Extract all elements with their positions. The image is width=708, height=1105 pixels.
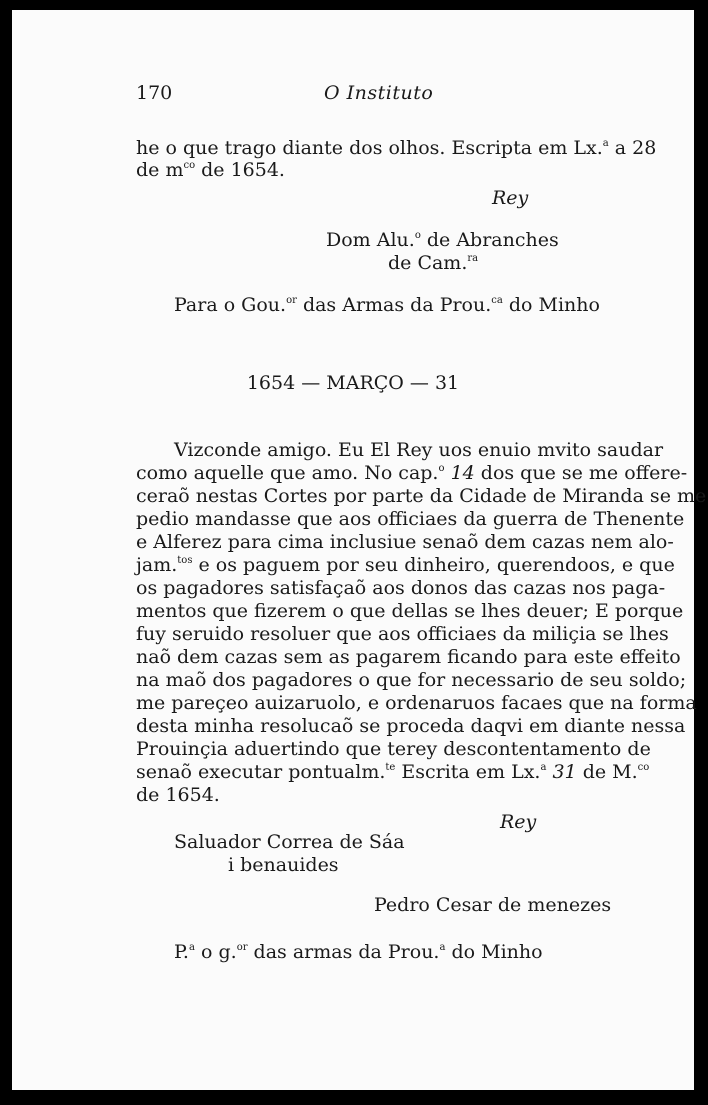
- document-page: [12, 10, 707, 1090]
- letter2-line-16: de 1654.: [136, 784, 220, 806]
- letter2-line-15: senaõ executar pontualm.$^{te}$ Escrita em Lx.$^a$ 31 de M.$^{co}$: [136, 761, 650, 783]
- letter1-signer-line-2: de Cam.$^{ra}$: [388, 252, 479, 274]
- letter2-line-5: e Alferez para cima inclusiue senaõ dem cazas nem alo-: [136, 531, 674, 553]
- letter1-line-2: de $m^{co}$ de 1654.: [136, 159, 285, 181]
- letter2-date: 1654 — MARÇO — 31: [246, 372, 460, 394]
- letter2-signer-3: Pedro Cesar de menezes: [374, 894, 612, 916]
- letter2-line-6: jam.$^{tos}$ e os paguem por seu dinheiro, querendoos, e que: [136, 554, 675, 576]
- letter1-address: Para o Gou.$^{or}$ das Armas da Prou.$^{ca}$ do Minho: [174, 294, 600, 316]
- letter2-signer-1: Saluador Correa de Sáa: [174, 831, 405, 853]
- letter1-line-1: he o que trago diante dos olhos. Escripta em Lx.$^a$ a 28: [136, 137, 657, 159]
- letter2-line-1: Vizconde amigo. Eu El Rey uos enuio mvito saudar: [174, 439, 664, 461]
- letter2-line-9: fuy seruido resoluer que aos officiaes da miliçia se lhes: [136, 623, 669, 645]
- letter2-line-8: mentos que fizerem o que dellas se lhes deuer; E porque: [136, 600, 684, 622]
- letter1-signer-line-1: Dom Alu.$^o$ de Abranches: [326, 229, 559, 251]
- letter2-line-13: desta minha resolucaõ se proceda daqvi em diante nessa: [136, 715, 686, 737]
- letter2-signer-2: i benauides: [228, 854, 339, 876]
- letter2-line-11: na maõ dos pagadores o que for necessario de seu soldo;: [136, 669, 687, 691]
- letter2-address: P.$^a$ o g.$^{or}$ das armas da Prou.$^a$ do Minho: [174, 941, 543, 963]
- letter2-line-7: os pagadores satisfaçaõ aos donos das cazas nos paga-: [136, 577, 666, 599]
- letter2-line-12: me pareçeo auizaruolo, e ordenaruos facaes que na forma: [136, 692, 697, 714]
- letter2-rey: Rey: [500, 811, 537, 833]
- page-number: 170: [136, 82, 173, 104]
- letter2-line-2: como aquelle que amo. No cap.$^o$ 14 dos que se me offere-: [136, 462, 688, 484]
- letter1-rey: Rey: [492, 187, 529, 209]
- letter2-line-10: naõ dem cazas sem as pagarem ficando para este effeito: [136, 646, 681, 668]
- journal-title: O Instituto: [324, 82, 434, 104]
- letter2-line-3: ceraõ nestas Cortes por parte da Cidade de Miranda se me: [136, 485, 707, 507]
- letter2-line-14: Prouinçia aduertindo que terey descontentamento de: [136, 738, 651, 760]
- letter2-line-4: pedio mandasse que aos officiaes da guerra de Thenente: [136, 508, 685, 530]
